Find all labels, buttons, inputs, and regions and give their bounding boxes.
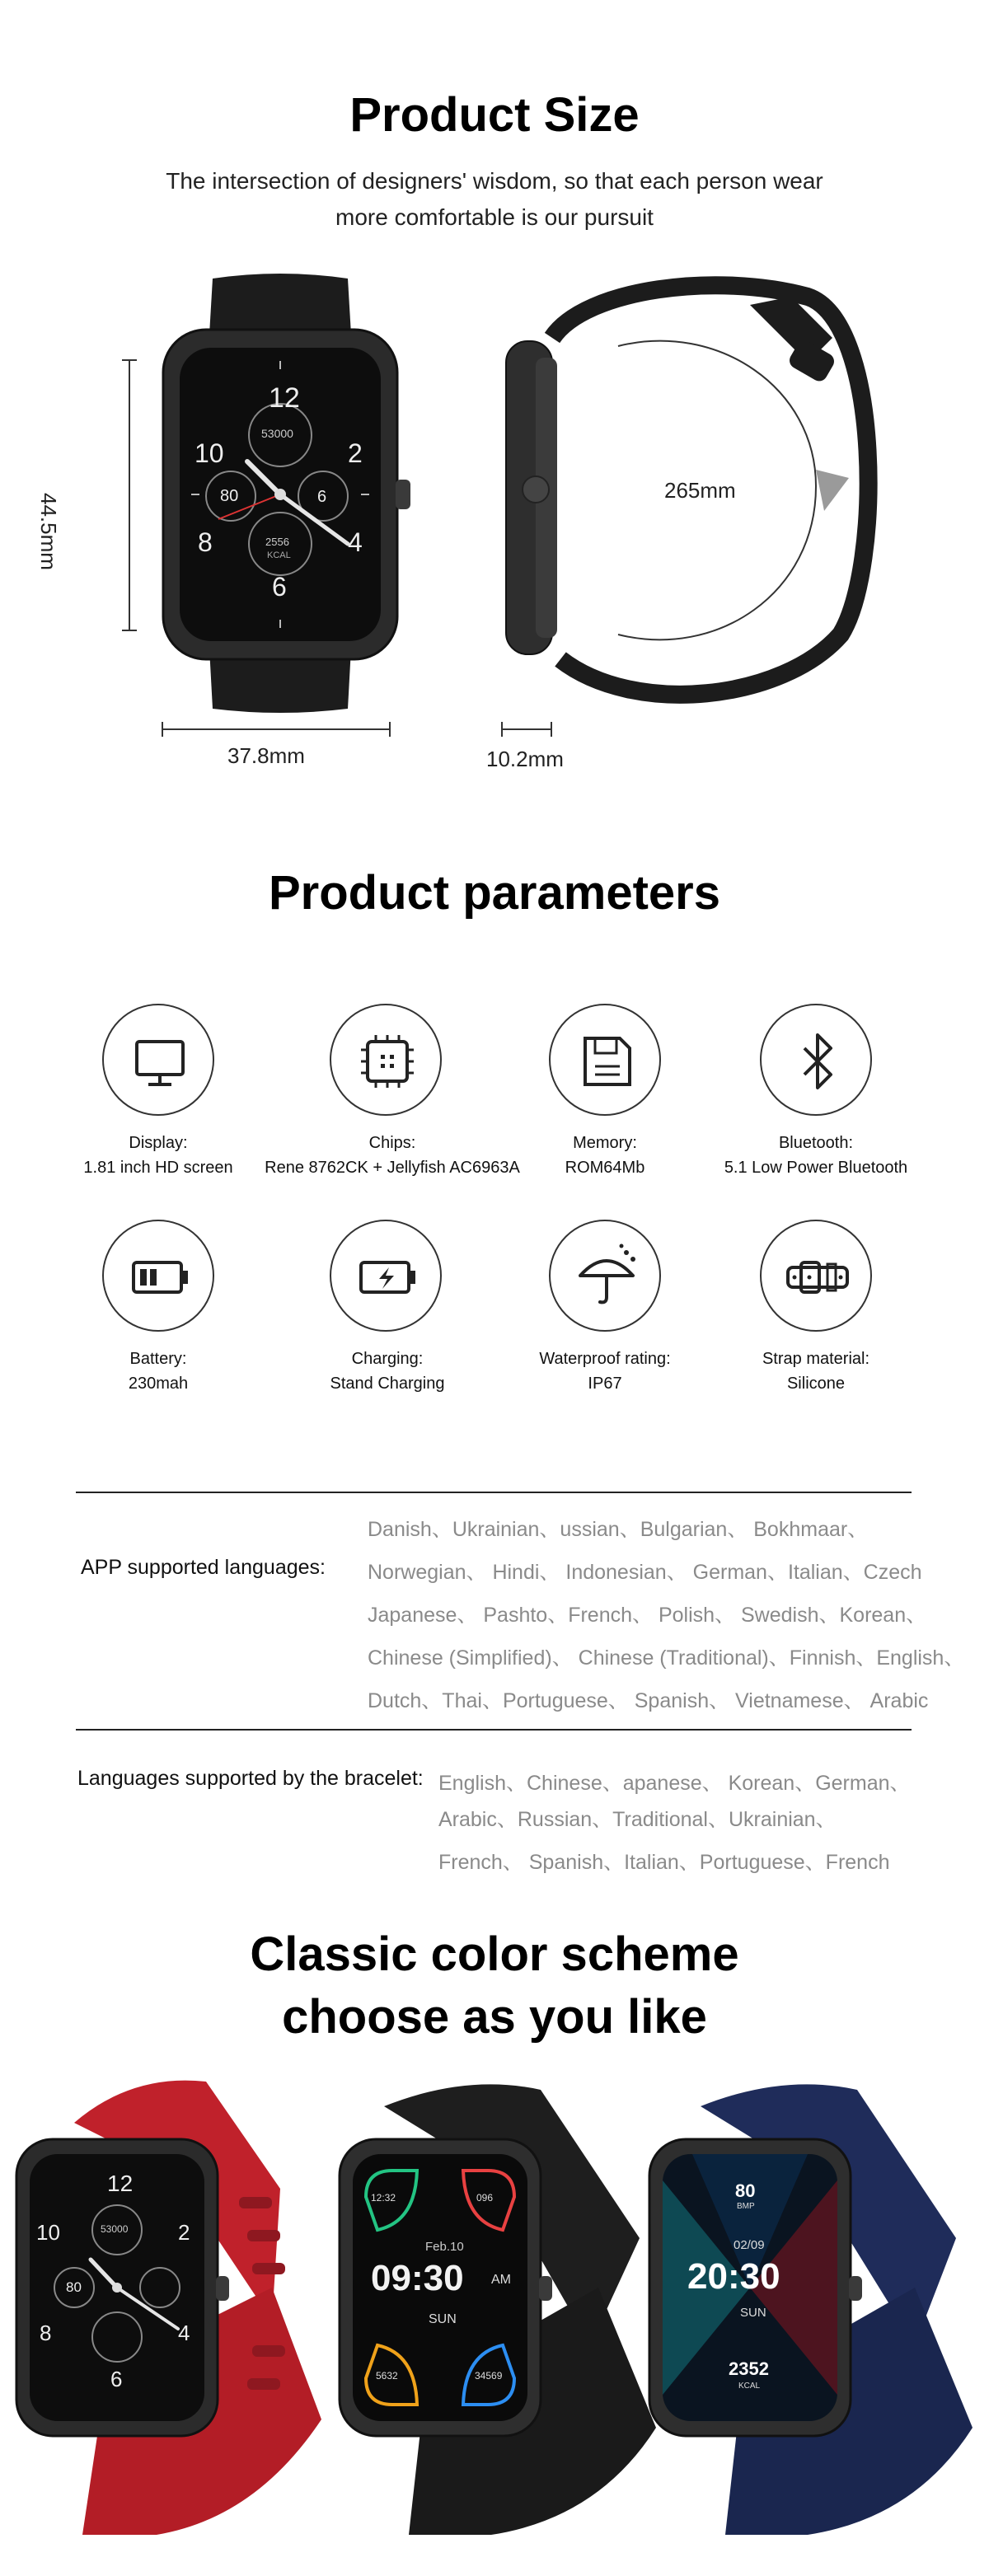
red-bpm: 80 <box>66 2279 82 2295</box>
height-dimension-label: 44.5mm <box>36 493 61 570</box>
param-strap-value: Silicone <box>786 1375 846 1393</box>
bluetooth-icon <box>760 1004 872 1116</box>
blue-bpm-unit: BMP <box>737 2202 755 2211</box>
product-parameters-title: Product parameters <box>269 866 720 920</box>
param-waterproof-value: IP67 <box>588 1375 622 1393</box>
param-strap-label: Strap material: <box>762 1350 870 1368</box>
front-dial-8: 8 <box>198 527 213 557</box>
param-charging-value: Stand Charging <box>330 1375 445 1393</box>
param-bluetooth-value: 5.1 Low Power Bluetooth <box>724 1159 908 1177</box>
product-size-title: Product Size <box>349 88 640 142</box>
blue-day: SUN <box>740 2306 766 2320</box>
red-dial-2: 2 <box>178 2220 190 2245</box>
bracelet-languages-line-3: French、 Spanish、Italian、Portuguese、French <box>438 1851 890 1874</box>
blue-watch-illustration <box>643 2073 981 2535</box>
front-subdial-6: 6 <box>317 488 327 506</box>
black-time: 09:30 <box>371 2258 464 2298</box>
app-languages-line-1: Danish、Ukrainian、ussian、Bulgarian、 Bokhmaar、 <box>368 1518 869 1541</box>
front-dial-10: 10 <box>195 438 224 468</box>
app-languages-line-2: Norwegian、 Hindi、 Indonesian、 German、Italian、Czech <box>368 1561 922 1584</box>
param-display-label: Display: <box>129 1134 188 1152</box>
bracelet-languages-label: Languages supported by the bracelet: <box>77 1767 424 1790</box>
front-dial-2: 2 <box>348 438 363 468</box>
black-bottom-right-value: 34569 <box>475 2370 503 2382</box>
red-dial-8: 8 <box>40 2321 52 2345</box>
thickness-dimension-line <box>501 728 552 730</box>
blue-kcal: 2352 <box>729 2358 769 2379</box>
param-memory-label: Memory: <box>573 1134 637 1152</box>
param-battery-value: 230mah <box>128 1375 189 1393</box>
product-size-subtitle-line2: more comfortable is our pursuit <box>335 204 654 230</box>
black-top-left-value: 12:32 <box>371 2192 396 2204</box>
app-languages-line-3: Japanese、 Pashto、French、 Polish、 Swedish、Korean、 <box>368 1604 927 1627</box>
floppy-disk-icon <box>549 1004 661 1116</box>
color-scheme-title-line2: choose as you like <box>282 1990 707 2044</box>
monitor-icon <box>102 1004 214 1116</box>
param-chips-label: Chips: <box>368 1134 416 1152</box>
black-date: Feb.10 <box>425 2240 464 2254</box>
front-kcal: 2556 <box>265 536 289 548</box>
param-memory-value: ROM64Mb <box>565 1159 645 1177</box>
front-dial-12: 12 <box>269 382 300 414</box>
thickness-dimension-label: 10.2mm <box>486 747 564 771</box>
black-watch-illustration <box>326 2073 664 2535</box>
red-watch-illustration <box>8 2073 338 2535</box>
width-dimension-line <box>162 728 391 730</box>
strap-icon <box>760 1220 872 1332</box>
front-dial-6: 6 <box>272 572 287 602</box>
battery-icon <box>102 1220 214 1332</box>
blue-time: 20:30 <box>687 2256 780 2297</box>
front-kcal-label: KCAL <box>267 550 291 560</box>
param-chips-value: Rene 8762CK + Jellyfish AC6963A <box>265 1159 520 1177</box>
product-size-subtitle-line1: The intersection of designers' wisdom, so that each person wear <box>166 168 823 194</box>
height-dimension-line <box>129 359 130 631</box>
black-ampm: AM <box>491 2273 511 2287</box>
app-languages-line-4: Chinese (Simplified)、 Chinese (Traditional)、Finnish、English、 <box>368 1646 965 1670</box>
bracelet-languages-line-1: English、Chinese、apanese、 Korean、German、 <box>438 1772 911 1795</box>
umbrella-rain-icon <box>549 1220 661 1332</box>
blue-bpm: 80 <box>735 2180 756 2201</box>
black-bottom-left-value: 5632 <box>376 2370 398 2382</box>
thickness-dimension-cap-left <box>501 722 503 737</box>
strap-length-label: 265mm <box>664 478 736 503</box>
param-charging-label: Charging: <box>351 1350 424 1368</box>
blue-kcal-label: KCAL <box>738 2382 761 2391</box>
param-display-value: 1.81 inch HD screen <box>83 1159 233 1177</box>
width-dimension-cap-left <box>162 722 163 737</box>
chip-icon <box>330 1004 442 1116</box>
app-languages-line-5: Dutch、Thai、Portuguese、 Spanish、 Vietnamese、 Arabic <box>368 1689 929 1712</box>
front-dial-4: 4 <box>348 527 363 557</box>
height-dimension-cap-bottom <box>122 630 137 631</box>
app-languages-label: APP supported languages: <box>81 1556 326 1579</box>
color-scheme-title-line1: Classic color scheme <box>250 1927 739 1981</box>
languages-rule-top <box>76 1492 912 1493</box>
red-dial-10: 10 <box>36 2220 60 2245</box>
blue-date: 02/09 <box>734 2238 765 2252</box>
front-watch-illustration <box>132 272 429 717</box>
red-dial-4: 4 <box>178 2321 190 2345</box>
red-dial-6: 6 <box>110 2367 123 2391</box>
front-steps: 53000 <box>261 427 293 440</box>
languages-rule-bottom <box>76 1729 912 1731</box>
height-dimension-cap-top <box>122 359 137 361</box>
red-steps: 53000 <box>101 2223 129 2235</box>
charging-battery-icon <box>330 1220 442 1332</box>
front-bpm: 80 <box>220 487 239 505</box>
thickness-dimension-cap-right <box>551 722 552 737</box>
param-waterproof-label: Waterproof rating: <box>539 1350 671 1368</box>
bracelet-languages-line-2: Arabic、Russian、Traditional、Ukrainian、 <box>438 1808 837 1831</box>
width-dimension-cap-right <box>389 722 391 737</box>
black-top-right-value: 096 <box>476 2192 494 2204</box>
param-battery-label: Battery: <box>129 1350 187 1368</box>
black-day: SUN <box>429 2312 457 2326</box>
red-dial-12: 12 <box>107 2171 134 2196</box>
param-bluetooth-label: Bluetooth: <box>778 1134 854 1152</box>
width-dimension-label: 37.8mm <box>227 743 305 768</box>
